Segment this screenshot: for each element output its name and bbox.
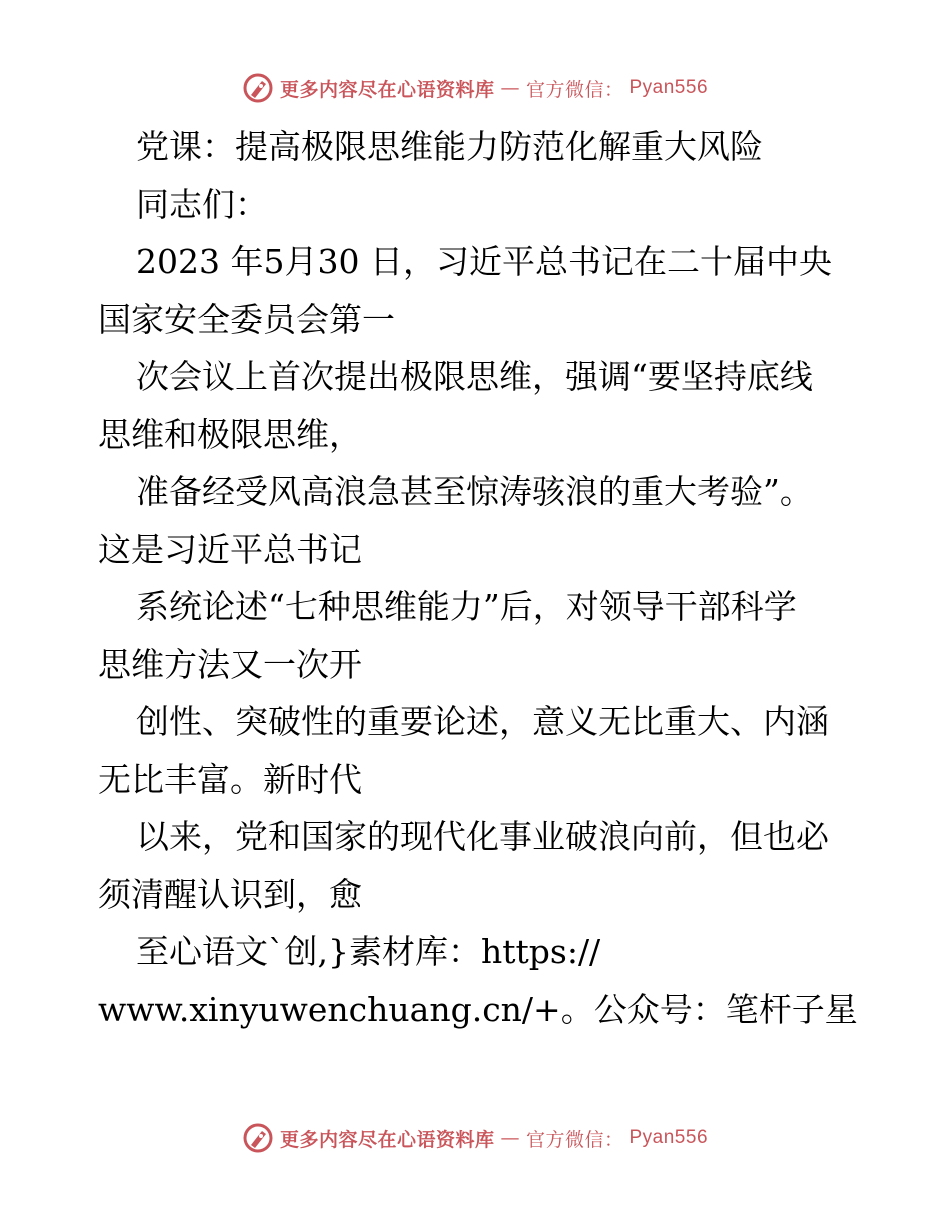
document-body bbox=[98, 118, 868, 1038]
footer-wechat-label: 官方微信： bbox=[525, 1128, 624, 1151]
paragraph-line: 系统论述“七种思维能力”后，对领导干部科学 bbox=[136, 587, 797, 626]
header-wechat-id: Pyan556 bbox=[629, 77, 709, 98]
paragraph-line: 准备经受风高浪急甚至惊涛骇浪的重大考验”。 bbox=[136, 472, 813, 511]
paragraph-line: 至心语文`创,}素材库：https:// bbox=[136, 932, 601, 971]
paragraph-line: 创性、突破性的重要论述，意义无比重大、内涵 bbox=[136, 702, 829, 741]
paragraph-line: 无比丰富。新时代 bbox=[98, 759, 362, 799]
footer-separator: — bbox=[500, 1127, 520, 1149]
paragraph-line: 次会议上首次提出极限思维，强调“要坚持底线 bbox=[136, 357, 813, 396]
document-title: 党课：提高极限思维能力防范化解重大风险 bbox=[136, 127, 763, 166]
paragraph-line: 思维方法又一次开 bbox=[98, 644, 362, 684]
document-salutation: 同志们： bbox=[136, 184, 268, 224]
paragraph-line: 思维和极限思维， bbox=[98, 414, 362, 454]
paragraph-line: 2023 年5月30 日，习近平总书记在二十届中央 bbox=[136, 242, 832, 281]
footer-wechat-id: Pyan556 bbox=[629, 1127, 709, 1148]
pen-nib-logo-icon bbox=[242, 1122, 274, 1154]
paragraph-line: www.xinyuwenchuang.cn/+。公众号：笔杆子星 bbox=[98, 989, 858, 1029]
footer-watermark bbox=[0, 1122, 950, 1154]
paragraph-line: 国家安全委员会第一 bbox=[98, 299, 395, 339]
paragraph-line: 这是习近平总书记 bbox=[98, 529, 362, 569]
footer-site-text: 更多内容尽在心语资料库 bbox=[279, 1128, 495, 1151]
pen-nib-logo-icon bbox=[242, 72, 274, 104]
header-site-text: 更多内容尽在心语资料库 bbox=[279, 78, 495, 101]
paragraph-line: 以来，党和国家的现代化事业破浪向前，但也必 bbox=[136, 817, 829, 856]
paragraph-line: 须清醒认识到，愈 bbox=[98, 874, 362, 914]
header-separator: — bbox=[500, 77, 520, 99]
header-wechat-label: 官方微信： bbox=[525, 78, 624, 101]
header-watermark bbox=[0, 72, 950, 104]
